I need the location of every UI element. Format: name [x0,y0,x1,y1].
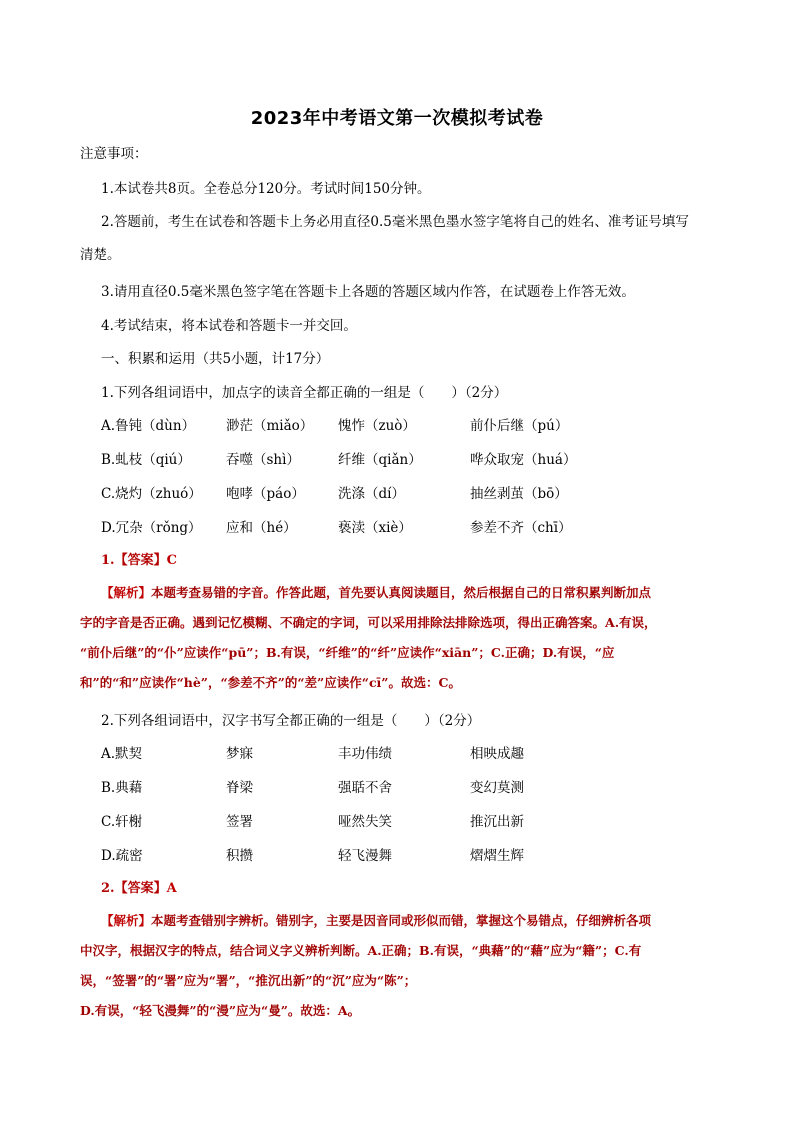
option-text: 推沉出新 [470,814,524,830]
section-heading: 一、积累和运用（共5小题，计17分） [101,351,330,367]
option-text: A.鲁钝（dùn） [101,418,196,434]
option-row-d [101,518,721,538]
analysis-line: 【解析】本题考查易错的字音。作答此题，首先要认真阅读题目，然后根据自己的日常积累判断加点 [101,585,652,600]
option-text: 脊梁 [226,780,253,796]
option-text: 丰功伟绩 [338,746,392,762]
option-text: 纤维（qiǎn） [338,452,422,468]
answer-line [101,879,177,899]
analysis-block [80,906,720,1026]
notice-item: 2.答题前，考生在试卷和答题卡上务必用直径0.5毫米黑色墨水签字笔将自己的姓名、准考证号填写 [101,214,689,230]
option-row-a [101,416,721,436]
option-row-b [101,778,721,798]
option-text: 哑然失笑 [338,814,392,830]
analysis-line: 中汉字，根据汉字的特点，结合词义字义辨析判断。A.正确；B.有误，“典藉”的“藉”应为“籍”；C.有 [80,943,642,958]
option-row-c [101,812,721,832]
analysis-block [80,578,720,698]
option-text: 相映成趣 [470,746,524,762]
notice-item: 1.本试卷共8页。全卷总分120分。考试时间150分钟。 [101,181,431,197]
notice-item: 3.请用直径0.5毫米黑色签字笔在答题卡上各题的答题区域内作答，在试题卷上作答无效。 [101,284,635,300]
option-text: 哗众取宠（huá） [470,452,577,468]
notice-heading: 注意事项： [80,146,148,162]
option-text: 变幻莫测 [470,780,524,796]
option-text: D.冗杂（rǒng） [101,520,202,536]
option-text: 熠熠生辉 [470,848,524,864]
answer-label: 1.【答案】 [101,553,167,568]
option-text: 渺茫（miǎo） [226,418,314,434]
option-row-d [101,846,721,866]
answer-line [101,551,177,571]
option-text: 轻飞漫舞 [338,848,392,864]
option-text: 吞噬（shì） [226,452,300,468]
answer-label: 2.【答案】 [101,881,167,896]
option-row-c [101,484,721,504]
analysis-line: 和”的“和”应读作“hè”，“参差不齐”的“差”应读作“cī”。故选：C。 [80,675,461,690]
notice-item: 4.考试结束，将本试卷和答题卡一并交回。 [101,318,357,334]
answer-value: A [166,881,177,896]
option-text: 咆哮（páo） [226,486,305,502]
option-text: 愧怍（zuò） [338,418,416,434]
option-text: 应和（hé） [226,520,297,536]
analysis-line: D.有误，“轻飞漫舞”的“漫”应为“曼”。故选：A。 [80,1003,361,1018]
question-stem: 2.下列各组词语中，汉字书写全都正确的一组是（ ）（2分） [101,713,481,729]
analysis-line: 误，“签署”的“署”应为“署”，“推沉出新”的“沉”应为“陈”； [80,973,417,988]
option-text: 梦寐 [226,746,253,762]
option-text: 亵渎（xiè） [338,520,412,536]
option-text: 强聒不舍 [338,780,392,796]
option-text: A.默契 [101,746,143,762]
notice-item: 清楚。 [80,247,121,263]
option-text: 签署 [226,814,253,830]
option-text: C.烧灼（zhuó） [101,486,202,502]
option-text: C.轩榭 [101,814,143,830]
option-row-b [101,450,721,470]
option-row-a [101,744,721,764]
option-text: 积攒 [226,848,253,864]
option-text: 洗涤（dí） [338,486,405,502]
option-text: 参差不齐（chī） [470,520,572,536]
option-text: D.疏密 [101,848,143,864]
option-text: B.典藉 [101,780,143,796]
option-text: 抽丝剥茧（bō） [470,486,568,502]
analysis-line: 字的字音是否正确。遇到记忆模糊、不确定的字词，可以采用排除法排除选项，得出正确答案。A.有误， [80,615,657,630]
option-text: B.虬枝（qiú） [101,452,191,468]
question-stem: 1.下列各组词语中，加点字的读音全都正确的一组是（ ）（2分） [101,385,508,401]
analysis-line: “前仆后继”的“仆”应读作“pū”；B.有误，“纤维”的“纤”应读作“xiān”；C.正确；D.有误，“应 [80,645,615,660]
analysis-label: 【解析】 [101,913,152,928]
answer-value: C [166,553,177,568]
analysis-label: 【解析】 [101,585,152,600]
analysis-line: 【解析】本题考查错别字辨析。错别字，主要是因音同或形似而错，掌握这个易错点，仔细辨析各项 [101,913,652,928]
page-title: 2023年中考语文第一次模拟考试卷 [250,108,544,129]
option-text: 前仆后继（pú） [470,418,569,434]
